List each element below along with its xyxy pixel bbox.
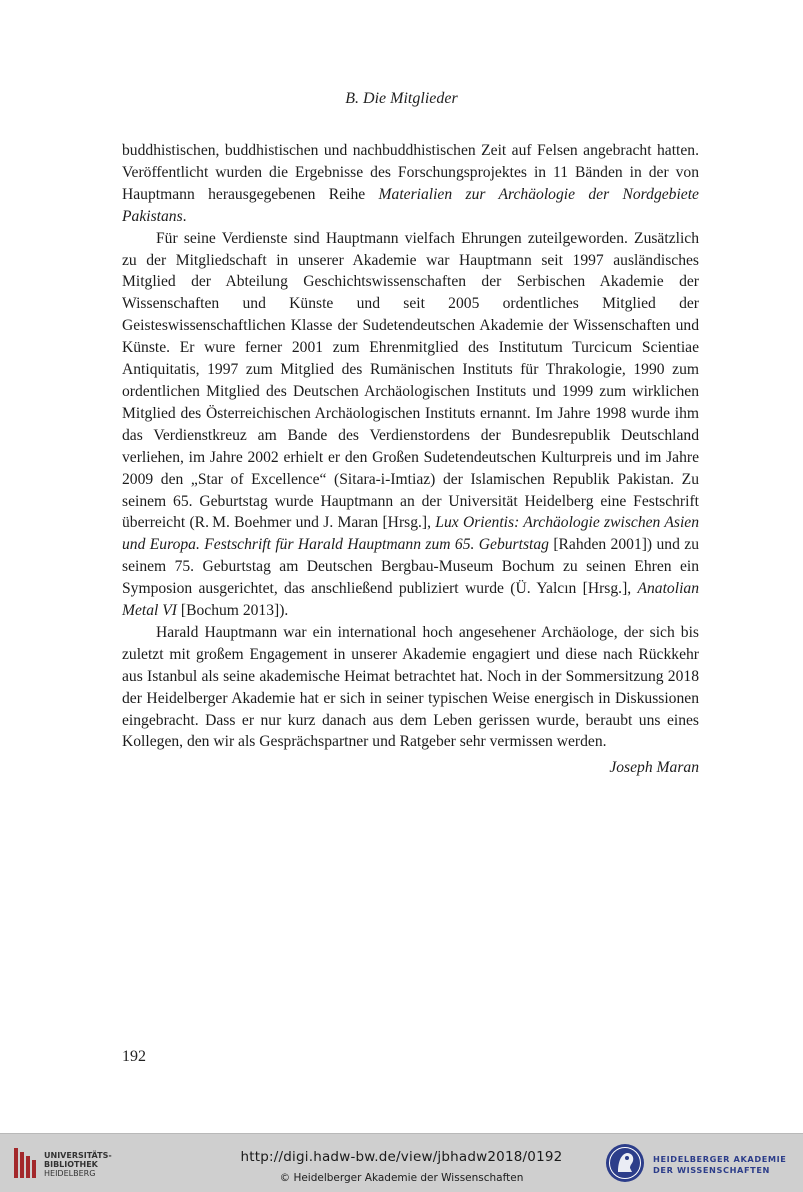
library-logo-line: BIBLIOTHEK	[44, 1160, 98, 1169]
author-signature: Joseph Maran	[609, 759, 699, 777]
text-run: .	[182, 207, 187, 225]
academy-seal-icon	[603, 1142, 647, 1184]
body-text	[122, 140, 699, 779]
running-head: B. Die Mitglieder	[345, 90, 458, 107]
text-run: buddhistischen, buddhistischen und nachbuddhistischen Zeit auf Felsen angebracht hatten. Veröffentlicht wurden die Ergebnisse des Forschungsprojektes in 11 Bänden in der von Hauptmann herausgegebenen Reihe	[122, 142, 699, 203]
paragraph	[122, 622, 699, 753]
paragraph	[122, 228, 699, 622]
academy-logo-line: HEIDELBERGER AKADEMIE	[653, 1154, 787, 1164]
paragraph	[122, 140, 699, 228]
library-logo-line: UNIVERSITÄTS-	[44, 1151, 112, 1160]
italic-title: Lux Orientis: Archäologie zwischen Asien und Europa. Festschrift für Harald Hauptmann zum 65. Geburtstag	[122, 514, 700, 554]
text-run: Für seine Verdienste sind Hauptmann vielfach Ehrungen zuteilgeworden. Zusätzlich zu der Mitgliedschaft in unserer Akademie war Hauptmann seit 1997 ausländisches Mitglied der Abteilung Geschichtswissenschaften der Serbischen Akademie der Wissenschaften und Künste und seit 2005 ordentliches Mitglied der Geisteswissenschaftlichen Klasse der Sudetendeutschen Akademie der Wissenschaften und Künste. Er wure ferner 2001 zum Ehrenmitglied des Institutum Turcicum Scientiae Antiquitatis, 1997 zum Mitglied des Rumänischen Instituts für Thrakologie, 1990 zum ordentlichen Mitglied des Deutschen Archäologischen Instituts und 1999 zum wirklichen Mitglied des Österreichischen Archäologischen Instituts ernannt. Im Jahre 1998 wurde ihm das Verdienstkreuz am Bande des Verdienstordens der Bundesrepublik Deutschland verliehen, im Jahre 2002 erhielt er den Großen Sudetendeutschen Kulturpreis und im Jahre 2009 den „Star of Excellence“ (Sitara-i-Imtiaz) der Islamischen Republik Pakistan. Zu seinem 65. Geburtstag wurde Hauptmann an der Universität Heidelberg eine Festschrift überreicht (R. M. Boehmer und J. Maran [Hrsg.],	[122, 229, 699, 532]
academy-logo-text	[653, 1154, 787, 1176]
text-run: [Rahden 2001]) und zu seinem 75. Geburtstag am Deutschen Bergbau-Museum Bochum zu seinen Ehren ein Symposion ausgerichtet, das anschließend publiziert wurde (Ü. Yalcın [Hrsg.],	[122, 536, 699, 598]
italic-title: Materialien zur Archäologie der Nordgebiete Pakistans	[122, 185, 699, 225]
copyright-notice: © Heidelberger Akademie der Wissenschaften	[279, 1172, 524, 1184]
text-run: Harald Hauptmann war ein international hoch angesehener Archäologe, der sich bis zuletzt mit großem Engagement in unserer Akademie engagiert und diese nach Rückkehr aus Istanbul als seine akademische Heimat betrachtet hat. Noch in der Sommersitzung 2018 der Heidelberger Akademie hat er sich in seiner typischen Weise energisch in Diskussionen eingebracht. Dass er nur kurz danach aus dem Leben gerissen wurde, beraubt uns eines Kollegen, den wir als Gesprächspartner und Ratgeber sehr vermissen werden.	[122, 623, 699, 751]
academy-logo[interactable]	[603, 1142, 793, 1184]
text-run: [Bochum 2013]).	[177, 602, 289, 620]
library-logo-line: HEIDELBERG	[44, 1169, 96, 1178]
page-number: 192	[122, 1048, 146, 1065]
academy-logo-line: DER WISSENSCHAFTEN	[653, 1165, 771, 1175]
permalink-url[interactable]: http://digi.hadw-bw.de/view/jbhadw2018/0192	[240, 1149, 563, 1165]
italic-title: Anatolian Metal VI	[122, 580, 699, 620]
viewer-footer	[0, 1133, 803, 1192]
